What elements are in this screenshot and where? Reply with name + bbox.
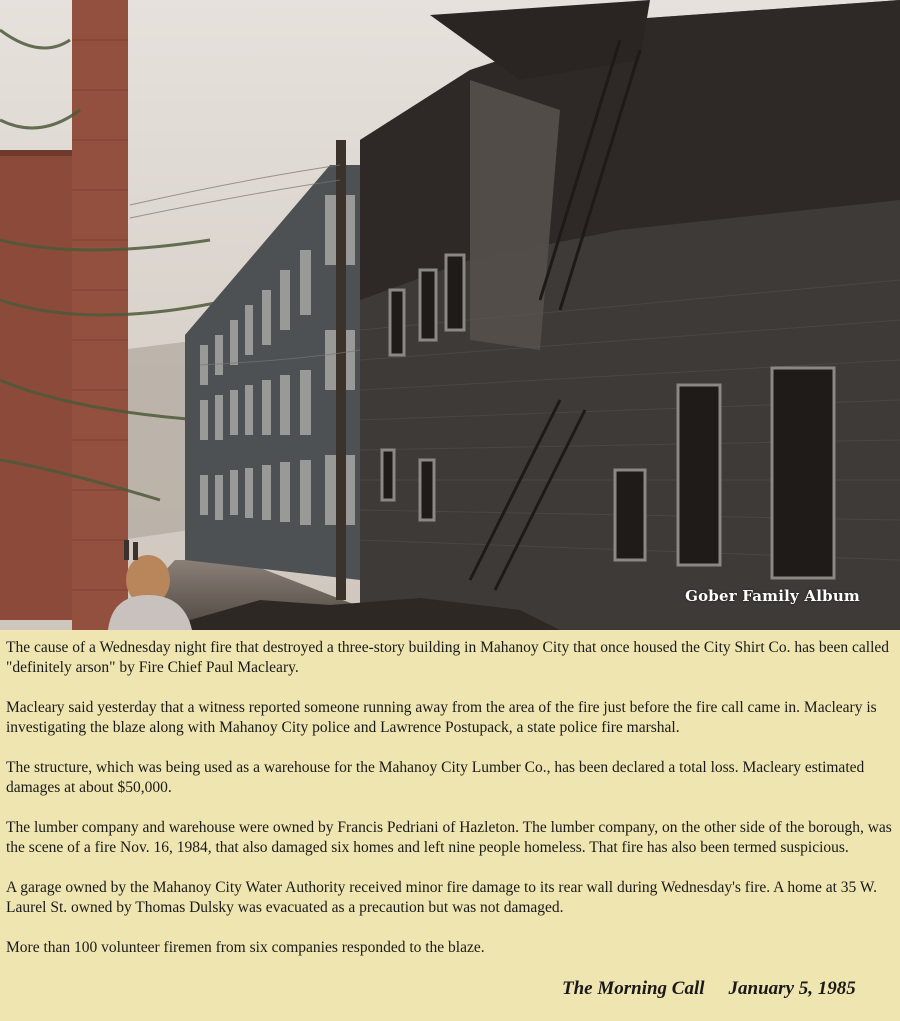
photo-credit-watermark: Gober Family Album xyxy=(685,587,860,605)
publication-name: The Morning Call xyxy=(562,978,705,999)
publication-date: January 5, 1985 xyxy=(728,978,856,999)
article-paragraph: The cause of a Wednesday night fire that destroyed a three-story building in Mahanoy City that once housed the City Shirt Co. has been called "definitely arson" by Fire Chief Paul Macleary. xyxy=(6,639,890,676)
article-paragraph: More than 100 volunteer firemen from six companies responded to the blaze. xyxy=(6,939,485,956)
article-body xyxy=(6,638,896,978)
article-paragraph: Macleary said yesterday that a witness reported someone running away from the area of the fire just before the fire call came in. Macleary is investigating the blaze along with Mahanoy City police and Lawrence Postupack, a state police fire marshal. xyxy=(6,699,877,736)
article-paragraph: The lumber company and warehouse were owned by Francis Pedriani of Hazleton. The lumber company, on the other side of the borough, was the scene of a fire Nov. 16, 1984, that also damaged six homes and left nine people homeless. That fire has also been termed suspicious. xyxy=(6,819,892,856)
article-paragraph: A garage owned by the Mahanoy City Water Authority received minor fire damage to its rear wall during Wednesday's fire. A home at 35 W. Laurel St. owned by Thomas Dulsky was evacuated as a precaution but was not damaged. xyxy=(6,879,877,916)
article-paragraph: The structure, which was being used as a warehouse for the Mahanoy City Lumber Co., has been declared a total loss. Macleary estimated damages at about $50,000. xyxy=(6,759,865,796)
source-credit xyxy=(562,978,856,1000)
